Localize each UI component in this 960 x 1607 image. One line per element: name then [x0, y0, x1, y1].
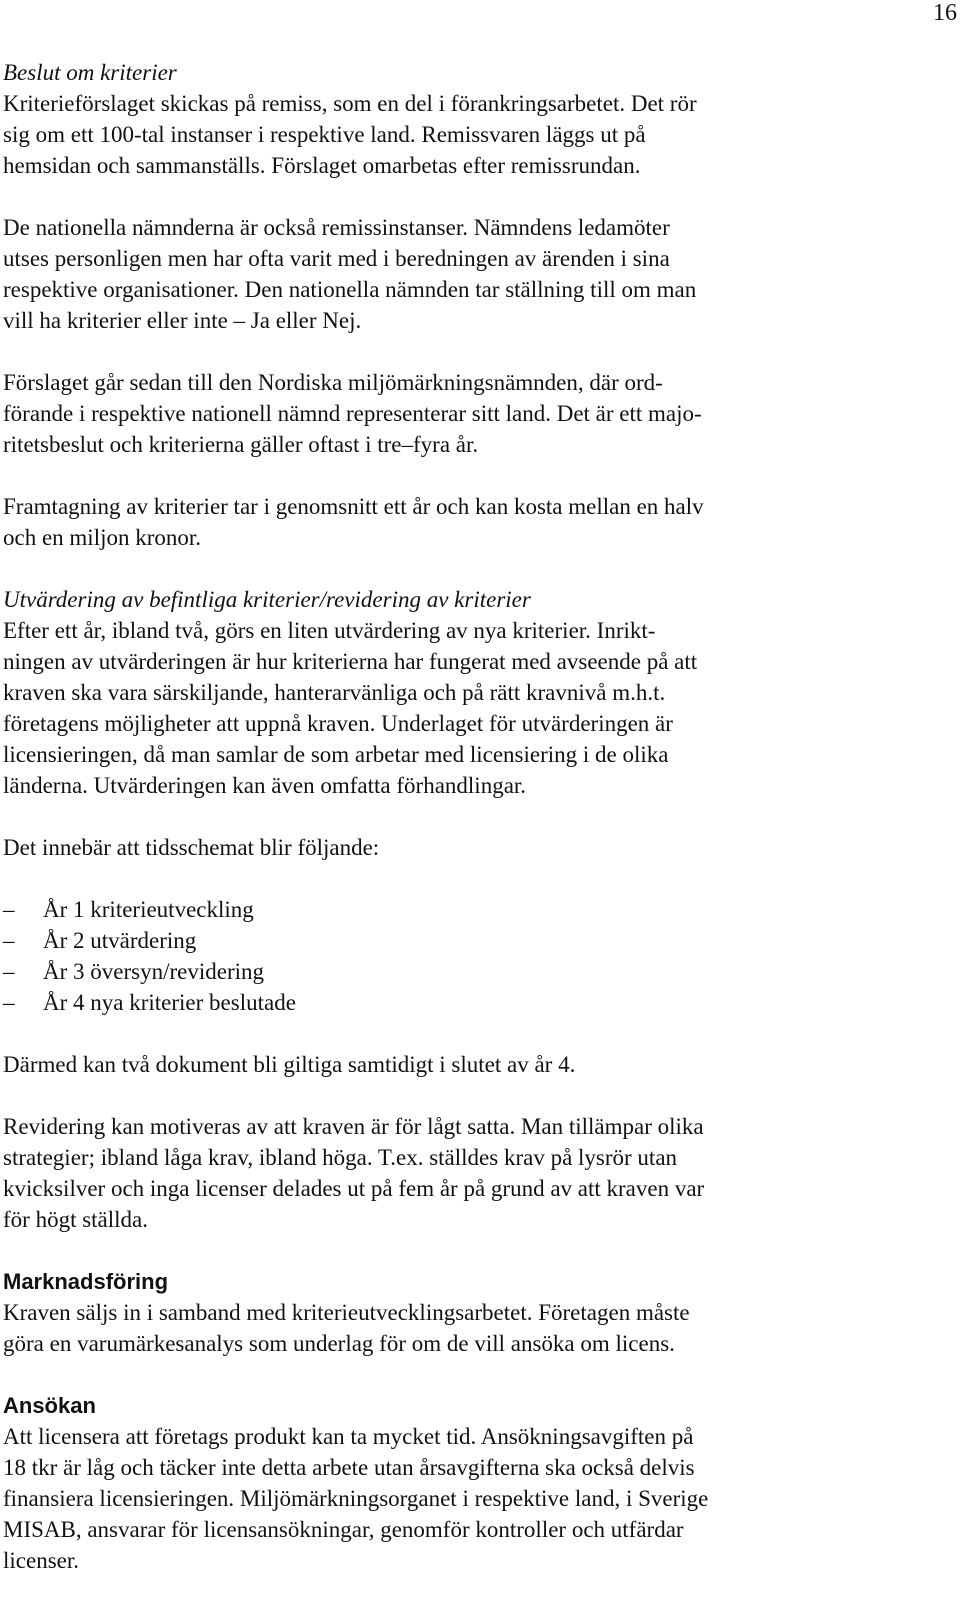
- text-line: kraven ska vara särskiljande, hanterarvänliga och på rätt kravnivå m.h.t.: [3, 680, 666, 705]
- list-item-text: År 2 utvärdering: [43, 928, 197, 953]
- list-item: [3, 987, 853, 1018]
- text-line: vill ha kriterier eller inte – Ja eller Nej.: [3, 308, 362, 333]
- text-line: Efter ett år, ibland två, görs en liten utvärdering av nya kriterier. Inrikt-: [3, 618, 656, 643]
- text-line: förande i respektive nationell nämnd representerar sitt land. Det är ett majo-: [3, 401, 702, 426]
- paragraph-tidsschema-intro: [3, 832, 853, 863]
- text-line: finansiera licensieringen. Miljömärkningsorganet i respektive land, i Sverige: [3, 1486, 709, 1511]
- list-item: [3, 956, 853, 987]
- dash-bullet: –: [3, 959, 15, 984]
- text-line: för högt ställda.: [3, 1207, 148, 1232]
- paragraph-revidering: [3, 1111, 853, 1235]
- text-line: länderna. Utvärderingen kan även omfatta förhandlingar.: [3, 773, 527, 798]
- section-marknadsforing: [3, 1266, 853, 1359]
- text-line: kvicksilver och inga licenser delades ut på fem år på grund av att kraven var: [3, 1176, 705, 1201]
- list-item-text: År 1 kriterieutveckling: [43, 897, 254, 922]
- section-heading: Utvärdering av befintliga kriterier/revidering av kriterier: [3, 587, 531, 612]
- list-item-text: År 4 nya kriterier beslutade: [43, 990, 296, 1015]
- list-item: [3, 894, 853, 925]
- text-line: Att licensera att företags produkt kan ta mycket tid. Ansökningsavgiften på: [3, 1424, 694, 1449]
- section-heading: Marknadsföring: [3, 1269, 169, 1294]
- section-ansokan: [3, 1390, 853, 1576]
- text-line: göra en varumärkesanalys som underlag för om de vill ansöka om licens.: [3, 1331, 675, 1356]
- paragraph-conclusion: [3, 1049, 853, 1080]
- text-line: strategier; ibland låga krav, ibland höga. T.ex. ställdes krav på lysrör utan: [3, 1145, 678, 1170]
- dash-bullet: –: [3, 928, 15, 953]
- text-line: ritetsbeslut och kriterierna gäller oftast i tre–fyra år.: [3, 432, 479, 457]
- text-line: Kriterieförslaget skickas på remiss, som en del i förankringsarbetet. Det rör: [3, 91, 697, 116]
- text-line: MISAB, ansvarar för licensansökningar, genomför kontroller och utfärdar: [3, 1517, 684, 1542]
- text-line: Det innebär att tidsschemat blir följande:: [3, 835, 380, 860]
- page-number: 16: [933, 0, 957, 26]
- section-heading: Beslut om kriterier: [3, 60, 177, 85]
- list-item-text: År 3 översyn/revidering: [43, 959, 264, 984]
- text-line: 18 tkr är låg och täcker inte detta arbete utan årsavgifterna ska också delvis: [3, 1455, 695, 1480]
- text-line: hemsidan och sammanställs. Förslaget omarbetas efter remissrundan.: [3, 153, 641, 178]
- text-line: licensieringen, då man samlar de som arbetar med licensiering i de olika: [3, 742, 669, 767]
- document-body: [3, 57, 853, 1607]
- text-line: respektive organisationer. Den nationella nämnden tar ställning till om man: [3, 277, 697, 302]
- paragraph-namnderna: [3, 212, 853, 336]
- section-utvardering: [3, 584, 853, 801]
- text-line: Kraven säljs in i samband med kriterieutvecklingsarbetet. Företagen måste: [3, 1300, 690, 1325]
- text-line: ningen av utvärderingen är hur kriterierna har fungerat med avseende på att: [3, 649, 698, 674]
- text-line: Därmed kan två dokument bli giltiga samtidigt i slutet av år 4.: [3, 1052, 576, 1077]
- section-heading: Ansökan: [3, 1393, 96, 1418]
- text-line: utses personligen men har ofta varit med i beredningen av ärenden i sina: [3, 246, 670, 271]
- paragraph-framtagning: [3, 491, 853, 553]
- section-beslut: [3, 57, 853, 181]
- text-line: De nationella nämnderna är också remissinstanser. Nämndens ledamöter: [3, 215, 670, 240]
- text-line: Förslaget går sedan till den Nordiska miljömärkningsnämnden, där ord-: [3, 370, 663, 395]
- schedule-list: [3, 894, 853, 1018]
- dash-bullet: –: [3, 897, 15, 922]
- text-line: licenser.: [3, 1548, 79, 1573]
- text-line: Revidering kan motiveras av att kraven är för lågt satta. Man tillämpar olika: [3, 1114, 704, 1139]
- text-line: Framtagning av kriterier tar i genomsnitt ett år och kan kosta mellan en halv: [3, 494, 704, 519]
- dash-bullet: –: [3, 990, 15, 1015]
- paragraph-forslaget: [3, 367, 853, 460]
- text-line: företagens möjligheter att uppnå kraven. Underlaget för utvärderingen är: [3, 711, 673, 736]
- text-line: och en miljon kronor.: [3, 525, 202, 550]
- list-item: [3, 925, 853, 956]
- text-line: sig om ett 100-tal instanser i respektive land. Remissvaren läggs ut på: [3, 122, 646, 147]
